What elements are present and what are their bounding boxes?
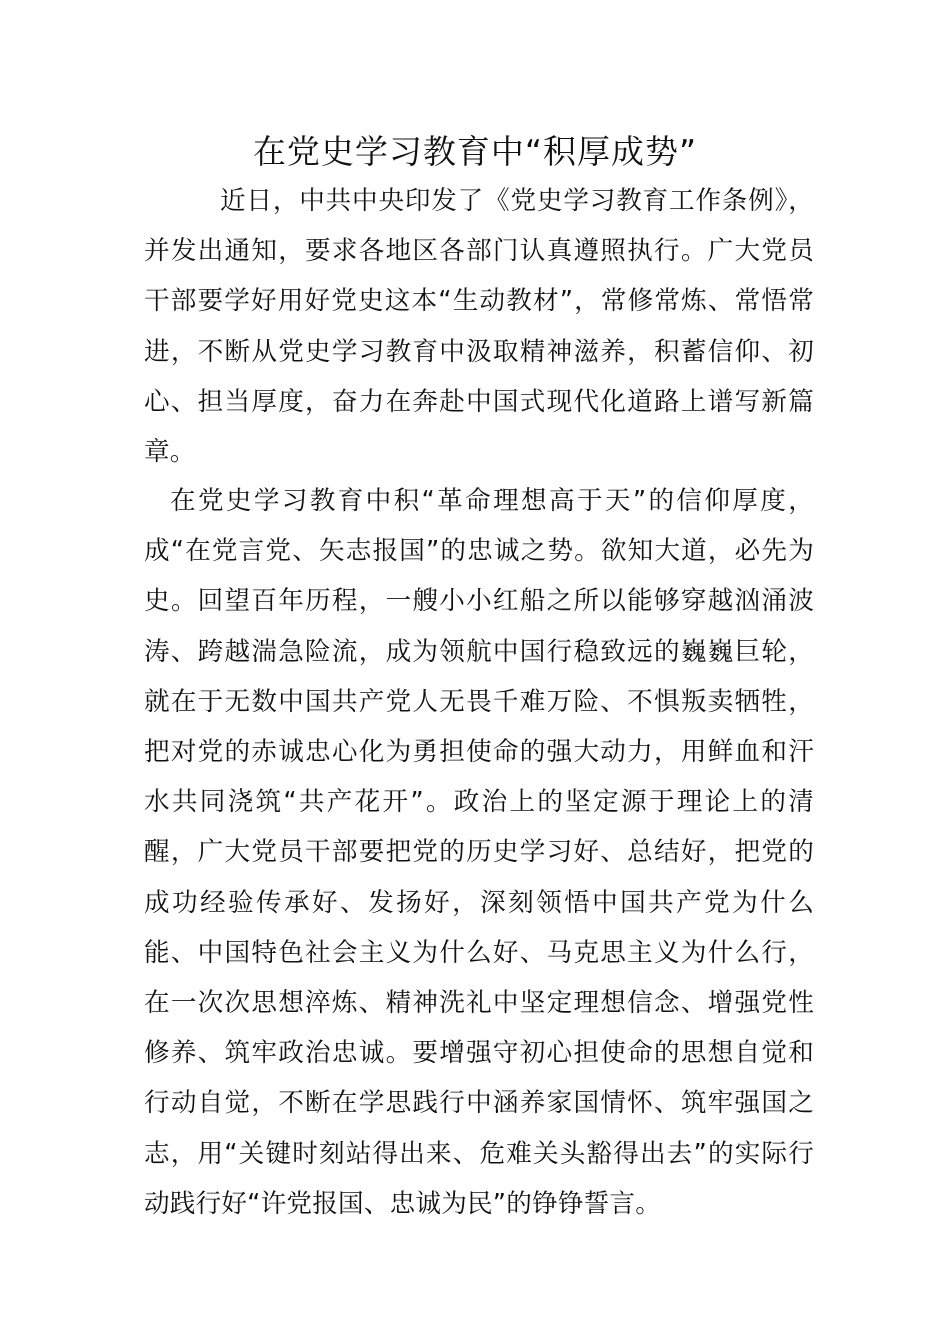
paragraph-1: 近日，中共中央印发了《党史学习教育工作条例》，并发出通知，要求各地区各部门认真遵照执行。广大党员干部要学好用好党史这本“生动教材”，常修常炼、常悟常进，不断从党史学习教育中汲取精神滋养，积蓄信仰、初心、担当厚度，奋力在奔赴中国式现代化道路上谱写新篇章。 [144,186,814,468]
paragraph-2: 在党史学习教育中积“革命理想高于天”的信仰厚度，成“在党言党、矢志报国”的忠诚之势。欲知大道，必先为史。回望百年历程，一艘小小红船之所以能够穿越汹涌波涛、跨越湍急险流，成为领航中国行稳致远的巍巍巨轮，就在于无数中国共产党人无畏千难万险、不惧叛卖牺牲，把对党的赤诚忠心化为勇担使命的强大动力，用鲜血和汗水共同浇筑“共产花开”。政治上的坚定源于理论上的清醒，广大党员干部要把党的历史学习好、总结好，把党的成功经验传承好、发扬好，深刻领悟中国共产党为什么能、中国特色社会主义为什么好、马克思主义为什么行，在一次次思想淬炼、精神洗礼中坚定理想信念、增强党性修养、筑牢政治忠诚。要增强守初心担使命的思想自觉和行动自觉，不断在学思践行中涵养家国情怀、筑牢强国之志，用“关键时刻站得出来、危难关头豁得出去”的实际行动践行好“许党报国、忠诚为民”的铮铮誓言。 [144,486,815,1219]
document-title: 在党史学习教育中“积厚成势” [252,132,698,171]
